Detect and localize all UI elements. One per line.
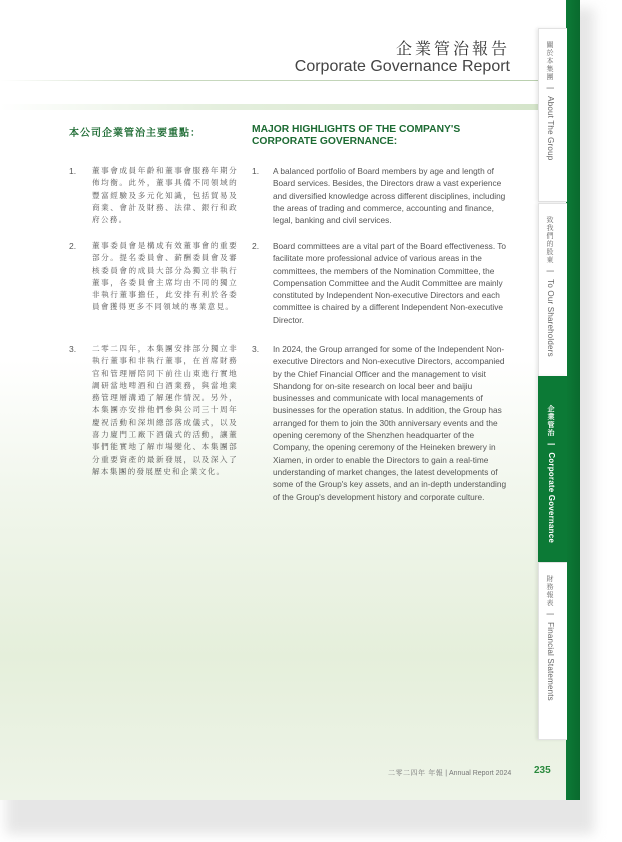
tab-to-our-shareholders[interactable]: [538, 203, 567, 377]
item-text-en: In 2024, the Group arranged for some of the Independent Non-executive Directors and Non-executive Directors, accompanied by the Chief Financial Officer and the management to visit Shandong for on-site research on local beer and baijiu businesses and communicate with local managements of businesses for the operation status. In addition, the Group has arranged for them to join the 30th anniversary events and the opening ceremony of the Shenzhen headquarter of the Company, the opening ceremony of the Heineken brewery in Xiamen, in order to enable the Directors to gain a real-time understanding of market changes, the latest developments of some of the Group's key assets, and an in-depth understanding of the Group's development history and corporate culture.: [273, 344, 507, 502]
tab-label-zh: 關於本集團: [546, 41, 554, 81]
item-text-zh: 董事委員會是構成有效董事會的重要部分。提名委員會、薪酬委員會及審核委員會的成員大部分為獨立非執行董事，各委員會主席均由不同的獨立非執行董事擔任，此安排有利於各委員會獲得更多不同領域的專業意見。: [92, 241, 238, 312]
section-heading-en: MAJOR HIGHLIGHTS OF THE COMPANY'S CORPORATE GOVERNANCE:: [252, 124, 461, 147]
footer-separator: |: [445, 770, 448, 777]
section-band: [0, 104, 544, 110]
tab-separator: |: [546, 613, 555, 616]
footer-text: [388, 768, 511, 778]
footer-text-zh: 二零二四年 年報: [388, 769, 444, 777]
footer-text-en: Annual Report 2024: [448, 770, 512, 777]
tab-label-en: About The Group: [546, 96, 555, 161]
green-spine: [566, 0, 580, 800]
tab-label-en: Corporate Governance: [547, 452, 556, 544]
tab-label-zh: 企業管治: [547, 405, 555, 437]
header-title-zh: 企業管治報告: [395, 39, 510, 58]
tab-label-zh: 致我們的股東: [546, 216, 554, 264]
tab-separator: |: [547, 443, 556, 446]
header-divider: [0, 80, 544, 81]
tab-label-en: To Our Shareholders: [546, 279, 555, 357]
tab-label-en: Financial Statements: [546, 622, 555, 701]
item-number-zh: 1.: [69, 166, 77, 176]
header-title-en: Corporate Governance Report: [294, 58, 510, 75]
item-number-en: 1.: [252, 166, 260, 176]
item-text-zh: 董事會成員年齡和董事會服務年期分佈均衡。此外，董事具備不同領域的豐富經驗及多元化知識，包括貿易及商業、會計及財務、法律、銀行和政府公務。: [92, 166, 238, 225]
page-number: 235: [534, 765, 551, 776]
item-text-en: A balanced portfolio of Board members by age and length of Board services. Besides, the Directors draw a vast experience and diversified knowledge across different disciplines, including the areas of trading and commerce, accounting and finance, legal, banking and civil services.: [273, 166, 506, 226]
item-number-zh: 2.: [69, 241, 77, 251]
tab-financial-statements[interactable]: [538, 562, 567, 740]
item-number-zh: 3.: [69, 344, 77, 354]
item-number-en: 3.: [252, 344, 260, 354]
section-heading-zh: 本公司企業管治主要重點：: [69, 128, 201, 139]
item-number-en: 2.: [252, 241, 260, 251]
tab-corporate-governance[interactable]: [538, 376, 567, 562]
item-text-en: Board committees are a vital part of the Board effectiveness. To facilitate more professional advice of various areas in the committees, the members of the Nomination Committee, the Compensation Committee and the Audit Committee are mainly constituted by Independent Non-executive Directors and each committee is chaired by a different Independent Non-executive Director.: [273, 241, 507, 325]
item-text-zh: 二零二四年，本集團安排部分獨立非執行董事和非執行董事，在首席財務官和管理層陪同下前往山東進行實地調研當地啤酒和白酒業務，與當地業務管理層溝通了解運作情況。另外，本集團亦安排他們參與公司三十周年慶祝活動和深圳總部落成儀式，以及喜力廈門工廠下酒儀式的活動，讓董事們能實地了解市場變化、本集團部分重要資產的最新發展，以及深入了解本集團的發展歷史和企業文化。: [92, 344, 238, 476]
tab-about-the-group[interactable]: [538, 28, 567, 202]
tab-label-zh: 財務報表: [546, 575, 554, 607]
tab-separator: |: [546, 270, 555, 273]
tab-separator: |: [546, 87, 555, 90]
